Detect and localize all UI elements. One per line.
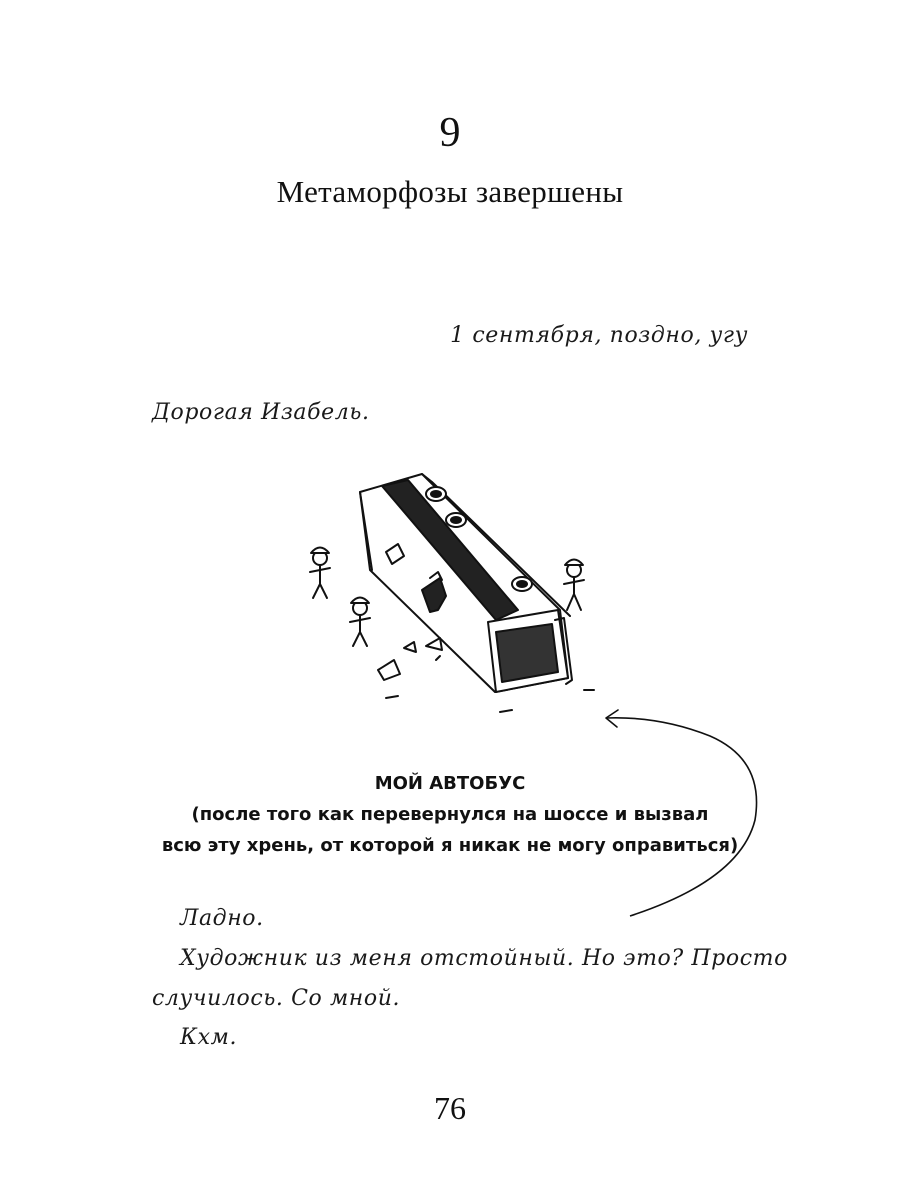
- chapter-title: Метаморфозы завершены: [276, 174, 624, 209]
- page-number: 76: [434, 1090, 466, 1126]
- caption-title: МОЙ АВТОБУС: [374, 773, 526, 794]
- letter-greeting: Дорогая Изабель.: [152, 400, 370, 425]
- body-line: Кхм.: [180, 1025, 238, 1050]
- body-line: Ладно.: [180, 906, 264, 931]
- curved-arrow-icon: [590, 700, 770, 950]
- overturned-bus-drawing-icon: [290, 460, 620, 720]
- letter-date: 1 сентября, поздно, угу: [450, 323, 748, 348]
- body-line: случилось. Со мной.: [152, 986, 401, 1011]
- body-line: Художник из меня отстойный. Но это? Просто: [180, 946, 788, 971]
- caption-line: (после того как перевернулся на шоссе и вызвал: [191, 804, 709, 825]
- chapter-number: 9: [439, 110, 461, 156]
- caption-line: всю эту хрень, от которой я никак не могу оправиться): [161, 835, 739, 856]
